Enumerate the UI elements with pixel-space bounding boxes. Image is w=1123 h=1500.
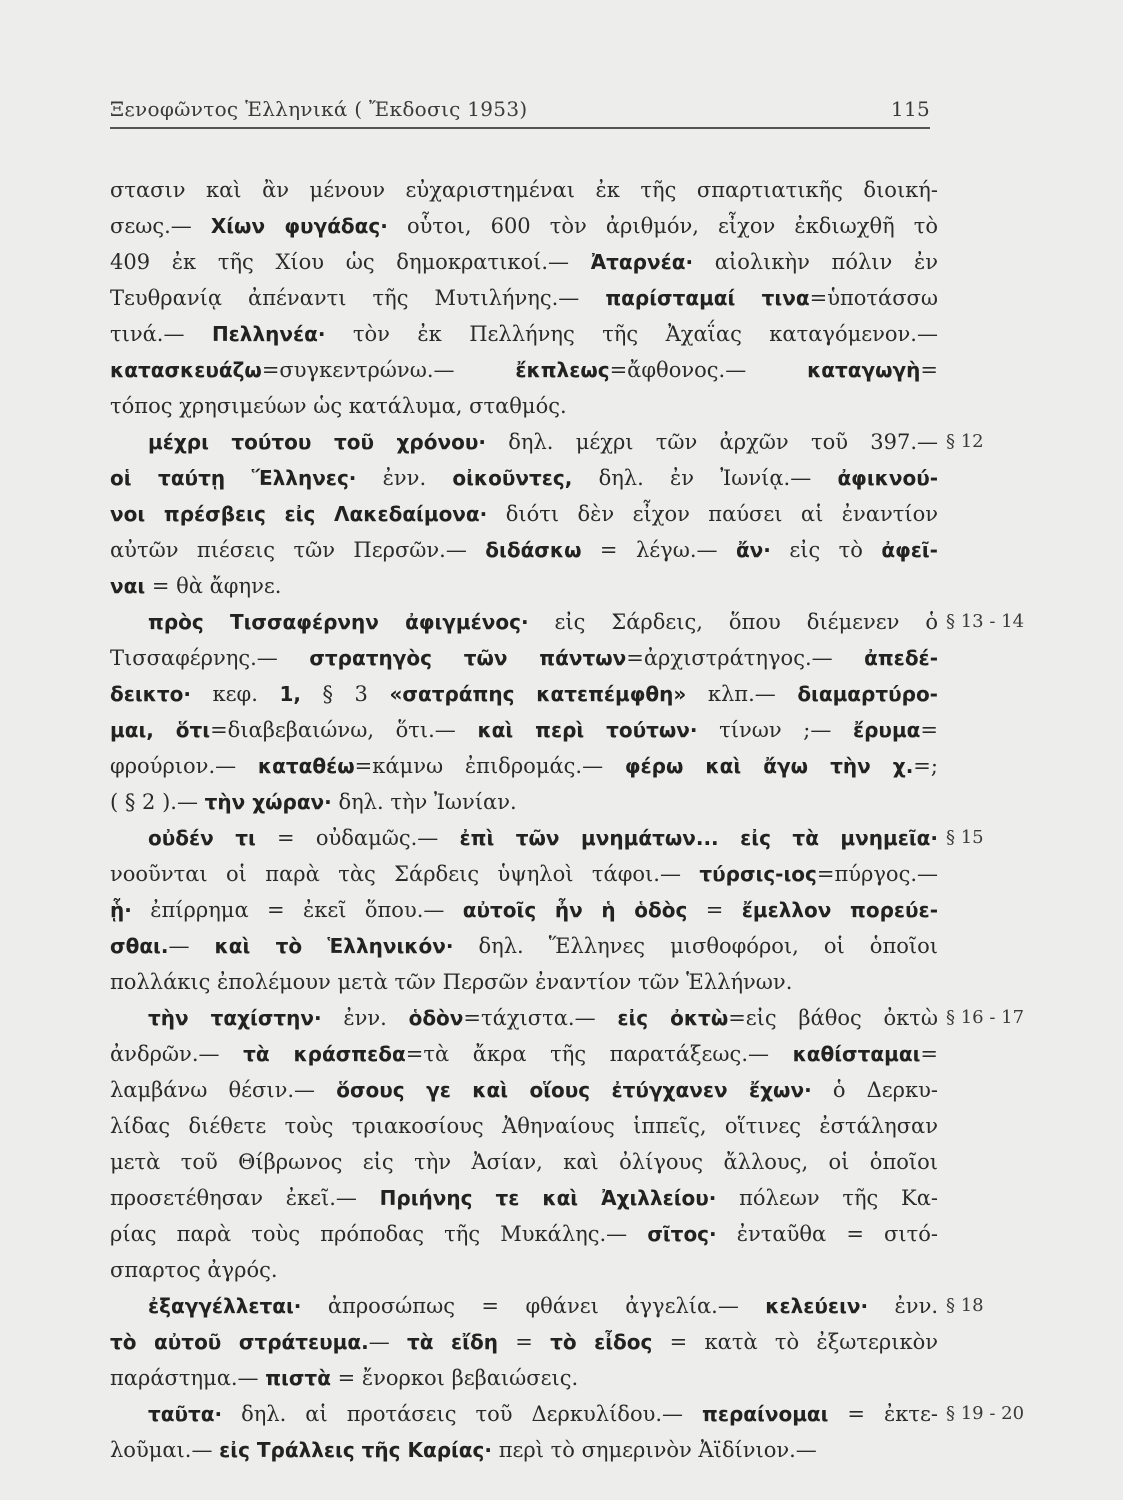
lemma: καθίσταμαι [792,1042,921,1066]
gloss-text: πόλεων τῆς Κα- [716,1186,938,1210]
lemma: περαίνομαι [702,1402,829,1426]
lemma: κατασκευάζω [110,358,262,382]
text-line [110,1108,938,1144]
lemma: ἔρυμα [852,718,921,742]
commentary-text [110,172,1025,1468]
lemma: τὸ εἶδος [550,1330,653,1354]
text-line [110,1180,938,1216]
lemma: διδάσκω [485,538,582,562]
lemma: 1, [279,682,301,706]
gloss-text: § 3 [300,682,390,706]
text-line [110,424,984,460]
text-line [110,568,938,604]
gloss-text: =πύργος.— [816,862,938,886]
section-marker: § 19 - 20 [946,1403,1025,1424]
gloss-text: αἰολικὴν πόλιν ἐν [693,250,938,274]
gloss-text: ἐπίρρημα = ἐκεῖ ὅπου.— [131,898,463,922]
header-rule [110,127,930,129]
text-line [110,1252,938,1288]
gloss-text: κλπ.— [686,682,798,706]
lemma: ἔμελλον πορεύε- [741,898,938,922]
gloss-text: =συγκεντρώνω.— [261,358,516,382]
text-line [110,1432,938,1468]
text-line [110,1324,938,1360]
gloss-text: =ἀρχιστράτηγος.— [626,646,865,670]
gloss-text: ἐνταῦθα = σιτό- [716,1222,938,1246]
text-line [110,712,938,748]
gloss-text: 409 ἐκ τῆς Χίου ὡς δημοκρατικοί.— [110,250,591,274]
text-line [110,964,938,1000]
gloss-text: κεφ. [190,682,280,706]
lemma: ἔκπλεως [515,358,610,382]
gloss-text: Τισσαφέρνης.— [110,646,310,670]
gloss-text: ( § 2 ).— [110,790,205,814]
text-line [110,1288,984,1324]
text-line [110,820,984,856]
text-line [110,316,938,352]
text-line [110,352,938,388]
lemma: εἰς ὀκτὼ [617,1006,729,1030]
gloss-text: τινά.— [110,322,212,346]
text-line [110,1360,938,1396]
gloss-text: ἀπροσώπως = φθάνει ἀγγελία.— [301,1294,766,1318]
lemma: οὐδέν τι [148,826,256,850]
gloss-text: ρίας παρὰ τοὺς πρόποδας τῆς Μυκάλης.— [110,1222,648,1246]
gloss-text: εἰς Σάρδεις, ὅπου διέμενεν ὁ [528,610,938,634]
gloss-text: προσετέθησαν ἐκεῖ.— [110,1186,380,1210]
text-line [110,1396,1025,1432]
gloss-text: σπαρτος ἀγρός. [110,1258,278,1282]
gloss-text: = οὐδαμῶς.— [255,826,460,850]
text-line [110,208,938,244]
gloss-text: =ἄφθονος.— [609,358,808,382]
lemma: τύρσις-ιος [699,862,817,886]
gloss-text: μετὰ τοῦ Θίβρωνος εἰς τὴν Ἀσίαν, καὶ ὀλίγους ἄλλους, οἱ ὁποῖοι [110,1150,938,1174]
lemma: πρὸς Τισσαφέρνην ἀφιγμένος· [148,610,529,634]
lemma: παρίσταμαί τινα [605,286,810,310]
text-line [110,496,938,532]
lemma: καὶ τὸ Ἑλληνικόν· [214,934,454,958]
text-line [110,604,1025,640]
section-marker: § 15 [946,827,984,848]
gloss-text: λαμβάνω θέσιν.— [110,1078,337,1102]
gloss-text: =τάχιστα.— [463,1006,618,1030]
gloss-text: ὁ Δερκυ- [811,1078,939,1102]
gloss-text: =ὑποτάσσω [809,286,938,310]
page-number: 115 [890,97,930,121]
text-line [110,172,938,208]
lemma: Ἀταρνέα· [590,250,694,274]
lemma: ἀφεῖ- [881,538,938,562]
gloss-text: λίδας διέθετε τοὺς τριακοσίους Ἀθηναίους ἱππεῖς, οἵτινες ἐστάλησαν [110,1114,938,1138]
gloss-text: παράστημα.— [110,1366,266,1390]
text-line [110,676,938,712]
lemma: ὅσους γε καὶ οἵους ἐτύγχανεν ἔχων· [336,1078,812,1102]
lemma: ἐξαγγέλλεται· [148,1294,302,1318]
lemma: αὐτοῖς ἦν ἡ ὁδὸς [462,898,688,922]
gloss-text: — [168,934,215,958]
lemma: ταῦτα· [148,1402,223,1426]
lemma: δεικτο· [110,682,191,706]
lemma: Πελληνέα· [211,322,326,346]
lemma: καταθέω [257,754,355,778]
lemma: Πριήνης τε καὶ Ἀχιλλείου· [379,1186,717,1210]
text-line [110,1144,938,1180]
lemma: πιστὰ [265,1366,331,1390]
gloss-text: σεως.— [110,214,211,238]
gloss-text: τίνων ;— [697,718,853,742]
gloss-text: = [497,1330,551,1354]
text-line [110,1072,938,1108]
text-line [110,856,938,892]
gloss-text: περὶ τὸ σημερινὸν Ἀϊδίνιον.— [492,1438,817,1462]
section-marker: § 18 [946,1295,984,1316]
section-marker: § 12 [946,431,984,452]
gloss-text: = θὰ ἄφηνε. [145,574,282,598]
gloss-text: = [920,358,938,382]
lemma: ἀπεδέ- [864,646,938,670]
lemma: τὴν ταχίστην· [148,1006,322,1030]
lemma: ὁδὸν [408,1006,464,1030]
lemma: οἱ ταύτῃ Ἕλληνες· [110,466,357,490]
gloss-text: λοῦμαι.— [110,1438,220,1462]
section-marker: § 13 - 14 [946,611,1025,632]
gloss-text: =εἰς βάθος ὀκτὼ [728,1006,939,1030]
lemma: «σατράπης κατεπέμφθη» [389,682,687,706]
lemma: τὸ αὐτοῦ στράτευμα. [110,1330,369,1354]
gloss-text: = [920,1042,938,1066]
lemma: οἰκοῦντες, [452,466,573,490]
lemma: καταγωγὴ [807,358,921,382]
text-line [110,784,938,820]
running-title: Ξενοφῶντος Ἑλληνικά ( Ἔκδοσις 1953) [110,97,528,121]
lemma: ἐπὶ τῶν μνημάτων... εἰς τὰ μνημεῖα· [459,826,938,850]
gloss-text: =; [913,754,938,778]
lemma: ναι [110,574,146,598]
gloss-text: δηλ. Ἕλληνες μισθοφόροι, οἱ ὁποῖοι [453,934,938,958]
gloss-text: τὸν ἐκ Πελλήνης τῆς Ἀχαΐας καταγόμενον.— [325,322,938,346]
gloss-text: =κάμνω ἐπιδρομάς.— [354,754,625,778]
lemma: φέρω καὶ ἄγω τὴν χ. [624,754,914,778]
text-line [110,640,938,676]
gloss-text: δηλ. μέχρι τῶν ἀρχῶν τοῦ 397.— [485,430,939,454]
gloss-text: τόπος χρησιμεύων ὡς κατάλυμα, σταθμός. [110,394,567,418]
text-line [110,892,938,928]
lemma: ᾗ· [110,898,132,922]
gloss-text: = ἐκτε- [828,1402,938,1426]
text-line [110,1000,1025,1036]
gloss-text: αὐτῶν πιέσεις τῶν Περσῶν.— [110,538,486,562]
lemma: διαμαρτύρο- [797,682,938,706]
lemma: στρατηγὸς τῶν πάντων [309,646,627,670]
gloss-text: = [687,898,742,922]
gloss-text: ἐνν. [356,466,453,490]
gloss-text: ἐνν. [868,1294,939,1318]
text-line [110,280,938,316]
lemma: ἄν· [735,538,771,562]
text-line [110,388,938,424]
text-line [110,244,938,280]
gloss-text: εἰς τὸ [770,538,882,562]
gloss-text: στασιν καὶ ἂν μένουν εὐχαριστημέναι ἐκ τῆς σπαρτιατικῆς διοική- [110,178,938,202]
lemma: κελεύειν· [765,1294,869,1318]
lemma: σθαι. [110,934,169,958]
section-marker: § 16 - 17 [946,1007,1025,1028]
lemma: τὰ εἴδη [406,1330,498,1354]
gloss-text: = ἔνορκοι βεβαιώσεις. [330,1366,579,1390]
lemma: εἰς Τράλλεις τῆς Καρίας· [219,1438,493,1462]
gloss-text: δηλ. αἱ προτάσεις τοῦ Δερκυλίδου.— [222,1402,703,1426]
text-line [110,1216,938,1252]
gloss-text: = [920,718,939,742]
gloss-text: διότι δὲν εἶχον παύσει αἱ ἐναντίον [487,502,938,526]
gloss-text: ἀνδρῶν.— [110,1042,244,1066]
lemma: νοι πρέσβεις εἰς Λακεδαίμονα· [110,502,488,526]
gloss-text: οὗτοι, 600 τὸν ἀριθμόν, εἶχον ἐκδιωχθῆ τὸ [387,214,939,238]
lemma: καὶ περὶ τούτων· [477,718,698,742]
gloss-text: = λέγω.— [581,538,736,562]
text-line [110,1036,938,1072]
lemma: σῖτος· [647,1222,717,1246]
gloss-text: δηλ. τὴν Ἰωνίαν. [331,790,517,814]
lemma: Χίων φυγάδας· [210,214,388,238]
text-line [110,532,938,568]
lemma: ἀφικνού- [837,466,938,490]
gloss-text: φρούριον.— [110,754,258,778]
gloss-text: δηλ. ἐν Ἰωνίᾳ.— [572,466,838,490]
gloss-text: ἐνν. [321,1006,409,1030]
gloss-text: νοοῦνται οἱ παρὰ τὰς Σάρδεις ὑψηλοὶ τάφοι.— [110,862,700,886]
gloss-text: =διαβεβαιώνω, ὅτι.— [210,718,478,742]
gloss-text: πολλάκις ἐπολέμουν μετὰ τῶν Περσῶν ἐναντίον τῶν Ἑλλήνων. [110,970,793,994]
text-line [110,748,938,784]
text-line [110,460,938,496]
lemma: τὴν χώραν· [204,790,332,814]
text-line [110,928,938,964]
lemma: μαι, ὅτι [110,718,211,742]
gloss-text: =τὰ ἄκρα τῆς παρατάξεως.— [405,1042,793,1066]
gloss-text: — [368,1330,407,1354]
lemma: μέχρι τούτου τοῦ χρόνου· [148,430,486,454]
lemma: τὰ κράσπεδα [243,1042,406,1066]
gloss-text: = κατὰ τὸ ἐξωτερικὸν [652,1330,938,1354]
gloss-text: Τευθρανίᾳ ἀπέναντι τῆς Μυτιλήνης.— [110,286,606,310]
